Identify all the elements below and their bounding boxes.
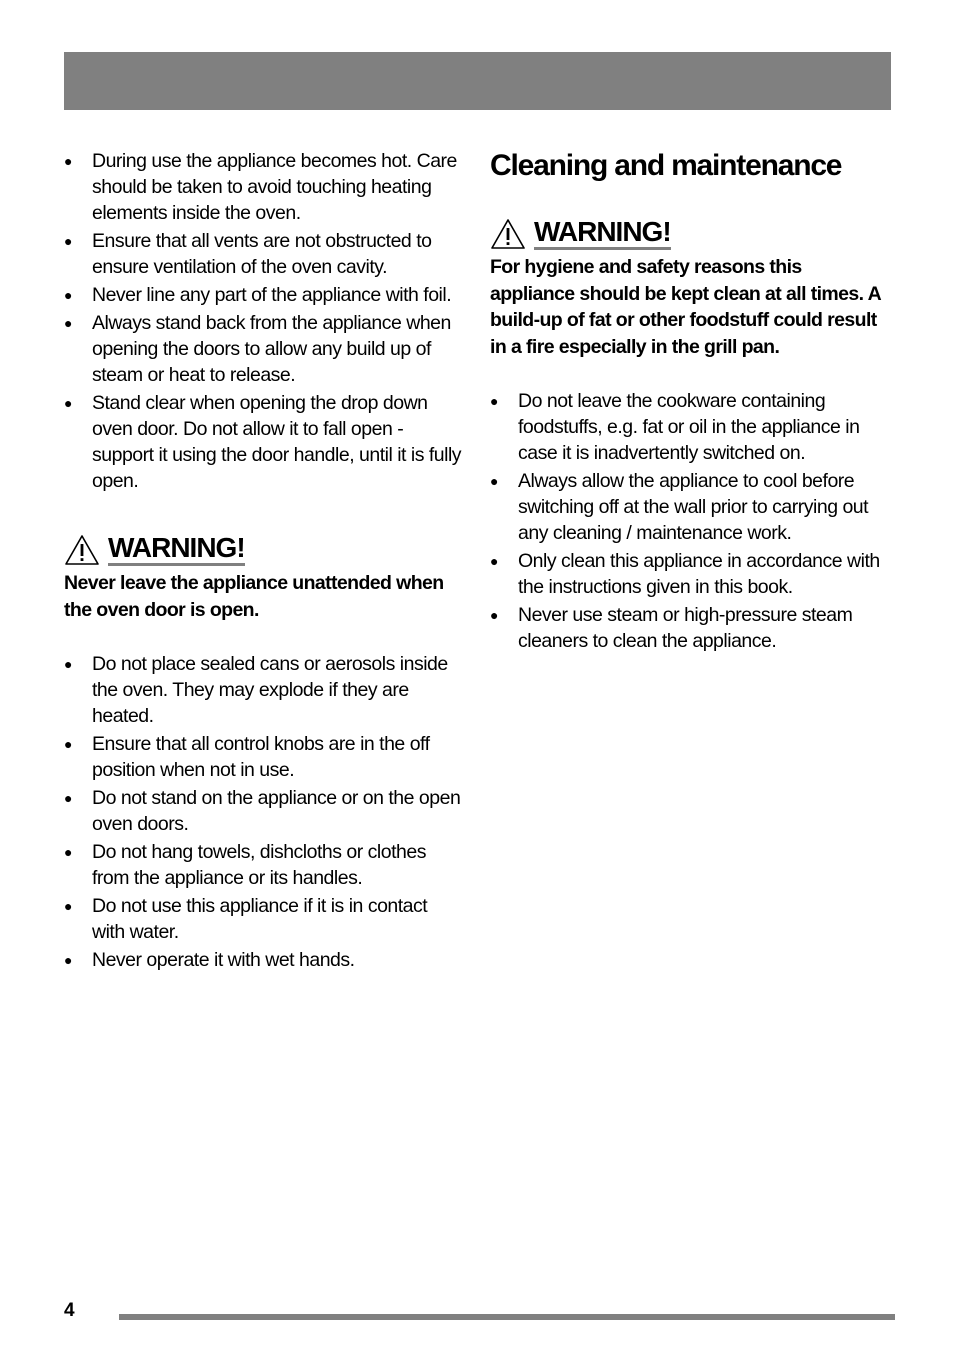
left-warning-heading	[64, 530, 464, 566]
list-item: ● Ensure that all control knobs are in the off position when not in use.	[64, 733, 430, 781]
bullet-icon: ●	[490, 473, 498, 489]
bullet-icon: ●	[64, 287, 72, 303]
list-item: ● Do not hang towels, dishcloths or clothes from the appliance or its handles.	[64, 841, 426, 889]
bullet-icon: ●	[490, 607, 498, 623]
bullet-icon: ●	[64, 898, 72, 914]
list-item: ● Always allow the appliance to cool before switching off at the wall prior to carrying out any cleaning / maintenance work.	[490, 470, 869, 544]
bullet-icon: ●	[64, 153, 72, 169]
warning-text: Never leave the appliance unattended when the oven door is open.	[64, 572, 444, 621]
warning-label: WARNING!	[534, 217, 671, 250]
warning-triangle-icon	[490, 218, 526, 250]
list-item: ● Do not use this appliance if it is in contact with water.	[64, 895, 428, 943]
header-bar	[64, 52, 891, 110]
list-item: ● During use the appliance becomes hot. Care should be taken to avoid touching heating elements inside the oven.	[64, 150, 457, 224]
bullet-icon: ●	[64, 233, 72, 249]
list-item: ● Never use steam or high-pressure steam cleaners to clean the appliance.	[490, 604, 853, 652]
bullet-icon: ●	[64, 736, 72, 752]
section-title: Cleaning and maintenance	[490, 149, 842, 182]
bullet-icon: ●	[64, 315, 72, 331]
list-item: ● Do not leave the cookware containing foodstuffs, e.g. fat or oil in the appliance in case it is inadvertently switched on.	[490, 390, 860, 464]
right-warning-heading	[490, 214, 890, 250]
list-item: ● Ensure that all vents are not obstructed to ensure ventilation of the oven cavity.	[64, 230, 432, 278]
warning-label: WARNING!	[108, 533, 245, 566]
right-bullet-list	[490, 388, 890, 654]
bullet-icon: ●	[64, 844, 72, 860]
list-item: ● Always stand back from the appliance when opening the doors to allow any build up of steam or heat to release.	[64, 312, 451, 386]
left-bullet-list-top	[64, 148, 464, 494]
bullet-icon: ●	[490, 393, 498, 409]
bullet-icon: ●	[64, 952, 72, 968]
bullet-icon: ●	[64, 656, 72, 672]
page-number: 4	[64, 1300, 75, 1321]
warning-text: For hygiene and safety reasons this appliance should be kept clean at all times. A build-up of fat or other foodstuff could result in a fire especially in the grill pan.	[490, 256, 881, 358]
bullet-icon: ●	[64, 395, 72, 411]
left-bullet-list-bottom	[64, 651, 464, 973]
list-item: ● Only clean this appliance in accordance with the instructions given in this book.	[490, 550, 880, 598]
bullet-icon: ●	[490, 553, 498, 569]
list-item: ● Do not stand on the appliance or on the open oven doors.	[64, 787, 461, 835]
list-item: ● Never operate it with wet hands.	[64, 949, 355, 971]
list-item: ● Never line any part of the appliance with foil.	[64, 284, 452, 306]
warning-triangle-icon	[64, 534, 100, 566]
list-item: ● Do not place sealed cans or aerosols inside the oven. They may explode if they are heated.	[64, 653, 448, 727]
bullet-icon: ●	[64, 790, 72, 806]
left-column	[64, 148, 464, 975]
footer-bar	[119, 1314, 895, 1320]
right-column	[490, 148, 890, 656]
list-item: ● Stand clear when opening the drop down oven door. Do not allow it to fall open - support it using the door handle, until it is fully open.	[64, 392, 462, 492]
